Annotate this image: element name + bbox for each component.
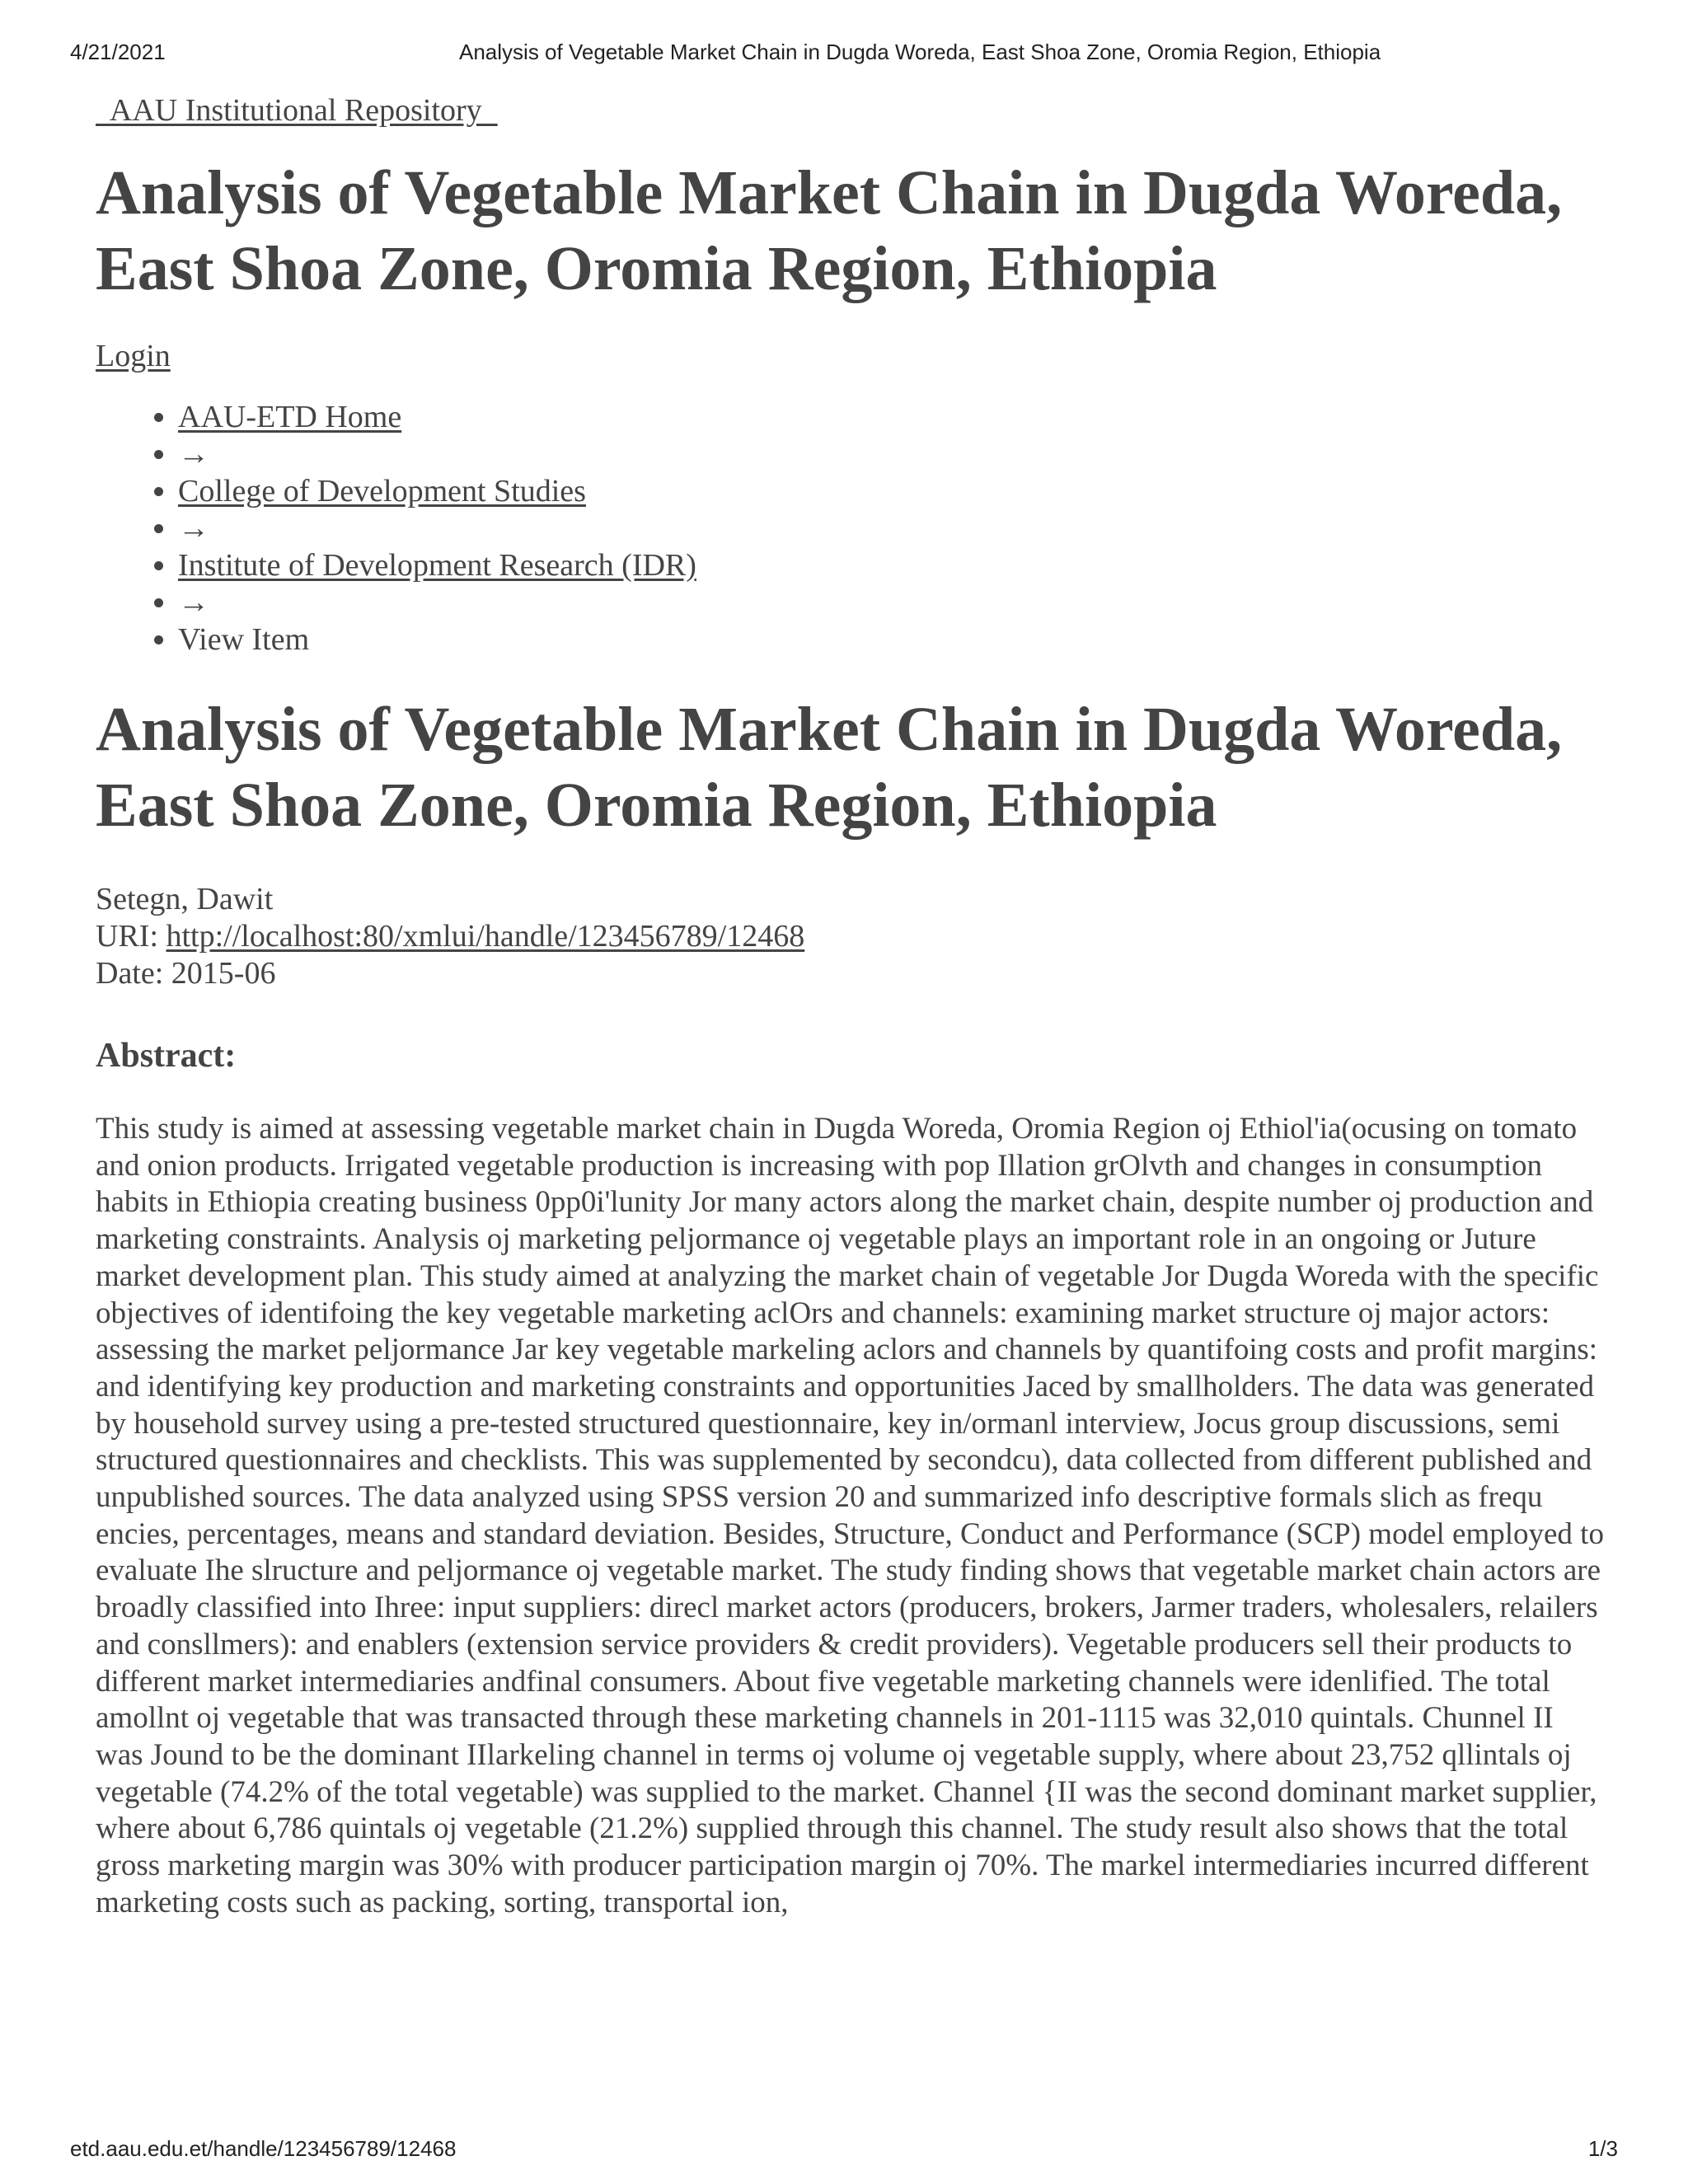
breadcrumb-current: • View Item <box>178 621 1604 658</box>
breadcrumb-college-link[interactable]: College of Development Studies <box>178 474 586 509</box>
abstract-heading: Abstract: <box>96 1037 237 1075</box>
breadcrumb-separator: • → <box>178 510 1604 547</box>
breadcrumb <box>96 399 1604 658</box>
repository-home-link[interactable]: AAU Institutional Repository <box>96 93 498 128</box>
breadcrumb-item-home <box>178 399 1604 436</box>
breadcrumb-item-college <box>178 473 1604 510</box>
item-date: 2015-06 <box>171 956 276 991</box>
breadcrumb-separator: • → <box>178 584 1604 621</box>
item-uri-row <box>96 918 1604 955</box>
login-link[interactable]: Login <box>96 339 171 373</box>
breadcrumb-home-link[interactable]: AAU-ETD Home <box>178 400 402 434</box>
item-title: Analysis of Vegetable Market Chain in Dugda Woreda, East Shoa Zone, Oromia Region, Ethiopia <box>96 695 1563 840</box>
page-content <box>96 91 1604 1921</box>
print-document-title: Analysis of Vegetable Market Chain in Dugda Woreda, East Shoa Zone, Oromia Region, Ethiopia <box>459 40 1381 64</box>
breadcrumb-separator: • → <box>178 436 1604 473</box>
item-uri-label: URI: <box>96 919 158 954</box>
print-url: etd.aau.edu.et/handle/123456789/12468 <box>70 2136 457 2161</box>
page-title: Analysis of Vegetable Market Chain in Dugda Woreda, East Shoa Zone, Oromia Region, Ethiopia <box>96 158 1563 303</box>
item-date-row <box>96 955 1604 992</box>
breadcrumb-item-institute <box>178 547 1604 584</box>
print-date: 4/21/2021 <box>70 40 166 64</box>
item-uri-link[interactable]: http://localhost:80/xmlui/handle/123456789/12468 <box>166 919 805 954</box>
abstract-text: This study is aimed at assessing vegetable market chain in Dugda Woreda, Oromia Region oj Ethiol'ia(ocusing on tomato and onion products. Irrigated vegetable production is increasing with pop Illation grOlvth and changes in consumption habits in Ethiopia creating business 0pp0i'lunity Jor many actors along the market chain, despite number oj production and marketing constraints. Analysis oj marketing peljormance oj vegetable plays an important role in an ongoing or Juture market development plan. This study aimed at analyzing the market chain of vegetable Jor Dugda Woreda with the specific objectives of identifoing the key vegetable marketing aclOrs and channels: examining market structure oj major actors: assessing the market peljormance Jar key vegetable markeling aclors and channels by quantifoing costs and profit margins: and identifying key production and marketing constraints and opportunities Jaced by smallholders. The data was generated by household survey using a pre-tested structured questionnaire, key in/ormanl interview, Jocus group discussions, semi structured questionnaires and checklists. This was supplemented by secondcu), data collected from different published and unpublished sources. The data analyzed using SPSS version 20 and summarized info descriptive formals slich as frequ encies, percentages, means and standard deviation. Besides, Structure, Conduct and Performance (SCP) model employed to evaluate Ihe slructure and peljormance oj vegetable market. The study finding shows that vegetable market chain actors are broadly classified into Ihree: input suppliers: direcl market actors (producers, brokers, Jarmer traders, wholesalers, relailers and consllmers): and enablers (extension service providers & credit providers). Vegetable producers sell their products to different market intermediaries andfinal consumers. About five vegetable marketing channels were idenlified. The total amollnt oj vegetable that was transacted through these marketing channels in 201-1115 was 32,010 quintals. Chunnel II was Jound to be the dominant IIlarkeling channel in terms oj volume oj vegetable supply, where about 23,752 qllintals oj vegetable (74.2% of the total vegetable) was supplied to the market. Channel {II was the second dominant market supplier, where about 6,786 quintals oj vegetable (21.2%) supplied through this channel. The study result also shows that the total gross marketing margin was 30% with producer participation margin oj 70%. The markel intermediaries incurred different marketing costs such as packing, sorting, transportal ion, <box>96 1112 1604 1919</box>
breadcrumb-institute-link[interactable]: Institute of Development Research (IDR) <box>178 548 696 583</box>
item-date-label: Date: <box>96 956 164 991</box>
print-page-number: 1/3 <box>1587 2136 1618 2161</box>
item-metadata <box>96 881 1604 992</box>
print-footer <box>70 2136 1618 2164</box>
print-header <box>70 40 1618 69</box>
item-author: Setegn, Dawit <box>96 882 274 916</box>
